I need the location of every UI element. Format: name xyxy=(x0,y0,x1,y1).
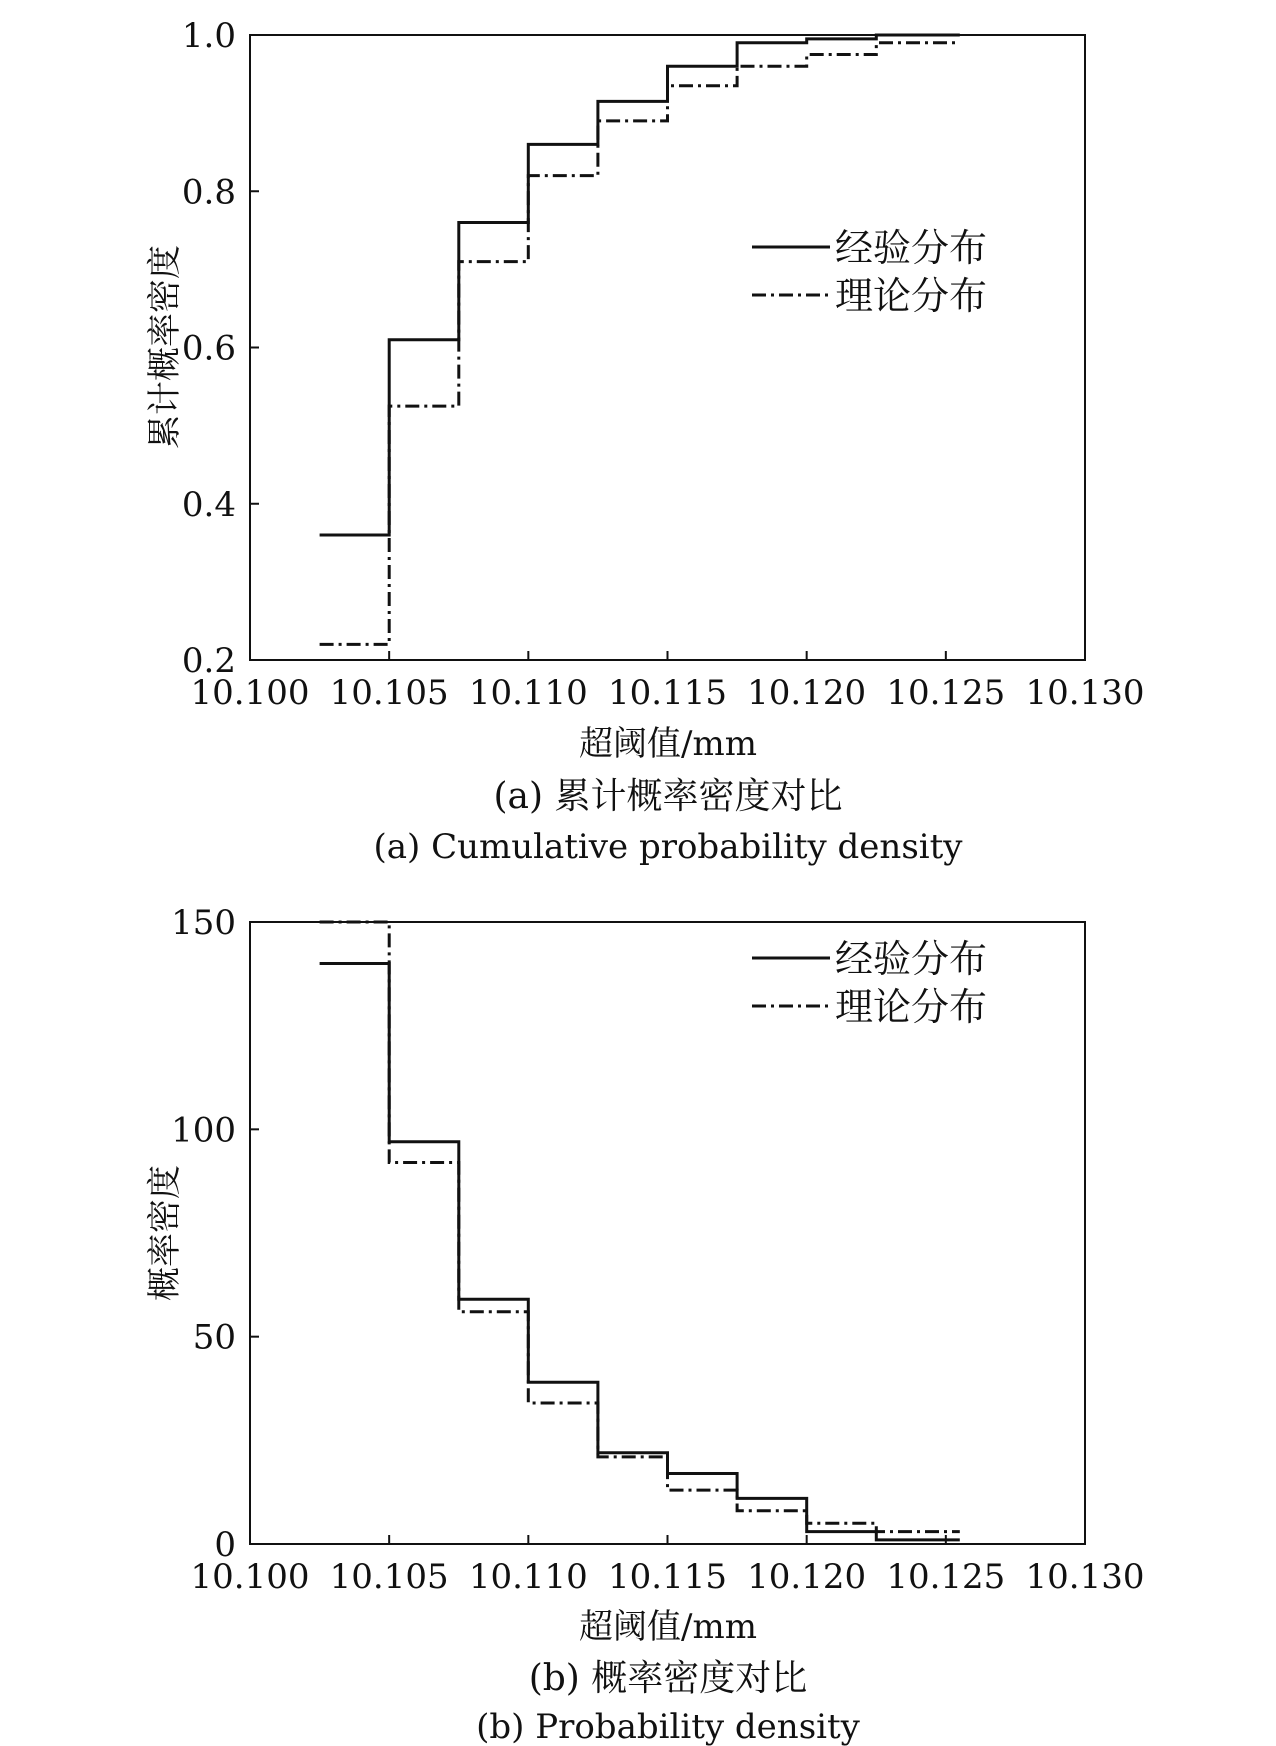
legend-a xyxy=(752,226,987,318)
y-tick-label: 0.4 xyxy=(181,484,236,525)
x-tick-label: 10.110 xyxy=(468,673,588,713)
chart-cumulative xyxy=(145,16,1144,867)
chart-density xyxy=(145,903,1144,1746)
y-tick-label: 0.8 xyxy=(181,172,236,213)
legend-label-theoretical-a: 理论分布 xyxy=(835,274,988,318)
y-tick-label: 150 xyxy=(171,903,236,943)
series-line-theoretical xyxy=(320,43,960,645)
y-tick-label: 0.2 xyxy=(181,641,236,681)
x-tick-label: 10.115 xyxy=(608,673,727,713)
y-tick-label: 100 xyxy=(171,1110,236,1151)
x-tick-label: 10.100 xyxy=(190,673,310,713)
x-axis-title-a: 超阈值/mm xyxy=(579,724,757,764)
y-axis-title-b: 概率密度 xyxy=(145,1165,185,1301)
y-tick-label: 0.6 xyxy=(181,328,236,369)
x-tick-label: 10.120 xyxy=(747,673,867,713)
legend-label-empirical-a: 经验分布 xyxy=(835,226,988,270)
series-line-empirical xyxy=(320,964,960,1540)
x-tick-label: 10.130 xyxy=(1025,673,1145,713)
x-tick-label: 10.105 xyxy=(329,673,449,713)
legend-label-empirical-b: 经验分布 xyxy=(835,937,988,981)
legend-label-theoretical-b: 理论分布 xyxy=(835,985,988,1029)
caption-en-b: (b) Probability density xyxy=(476,1707,860,1746)
x-tick-label: 10.100 xyxy=(190,1557,310,1597)
y-axis-title-a: 累计概率密度 xyxy=(145,245,185,449)
series-lines-a xyxy=(320,35,960,644)
caption-en-a: (a) Cumulative probability density xyxy=(373,827,963,867)
x-tick-label: 10.125 xyxy=(886,1557,1006,1597)
y-tick-label: 0 xyxy=(214,1525,236,1565)
x-tick-label: 10.110 xyxy=(468,1557,588,1597)
ticks-b xyxy=(171,903,1144,1597)
caption-zh-b: (b) 概率密度对比 xyxy=(528,1658,808,1699)
caption-zh-a: (a) 累计概率密度对比 xyxy=(493,776,843,817)
x-tick-label: 10.105 xyxy=(329,1557,449,1597)
x-tick-label: 10.130 xyxy=(1025,1557,1145,1597)
legend-b xyxy=(752,937,987,1029)
x-tick-label: 10.125 xyxy=(886,673,1006,713)
y-tick-label: 50 xyxy=(192,1317,236,1358)
x-tick-label: 10.120 xyxy=(747,1557,867,1597)
plot-area-a xyxy=(250,35,1085,660)
x-axis-title-b: 超阈值/mm xyxy=(579,1607,757,1647)
x-tick-label: 10.115 xyxy=(608,1557,727,1597)
y-tick-label: 1.0 xyxy=(181,16,236,56)
